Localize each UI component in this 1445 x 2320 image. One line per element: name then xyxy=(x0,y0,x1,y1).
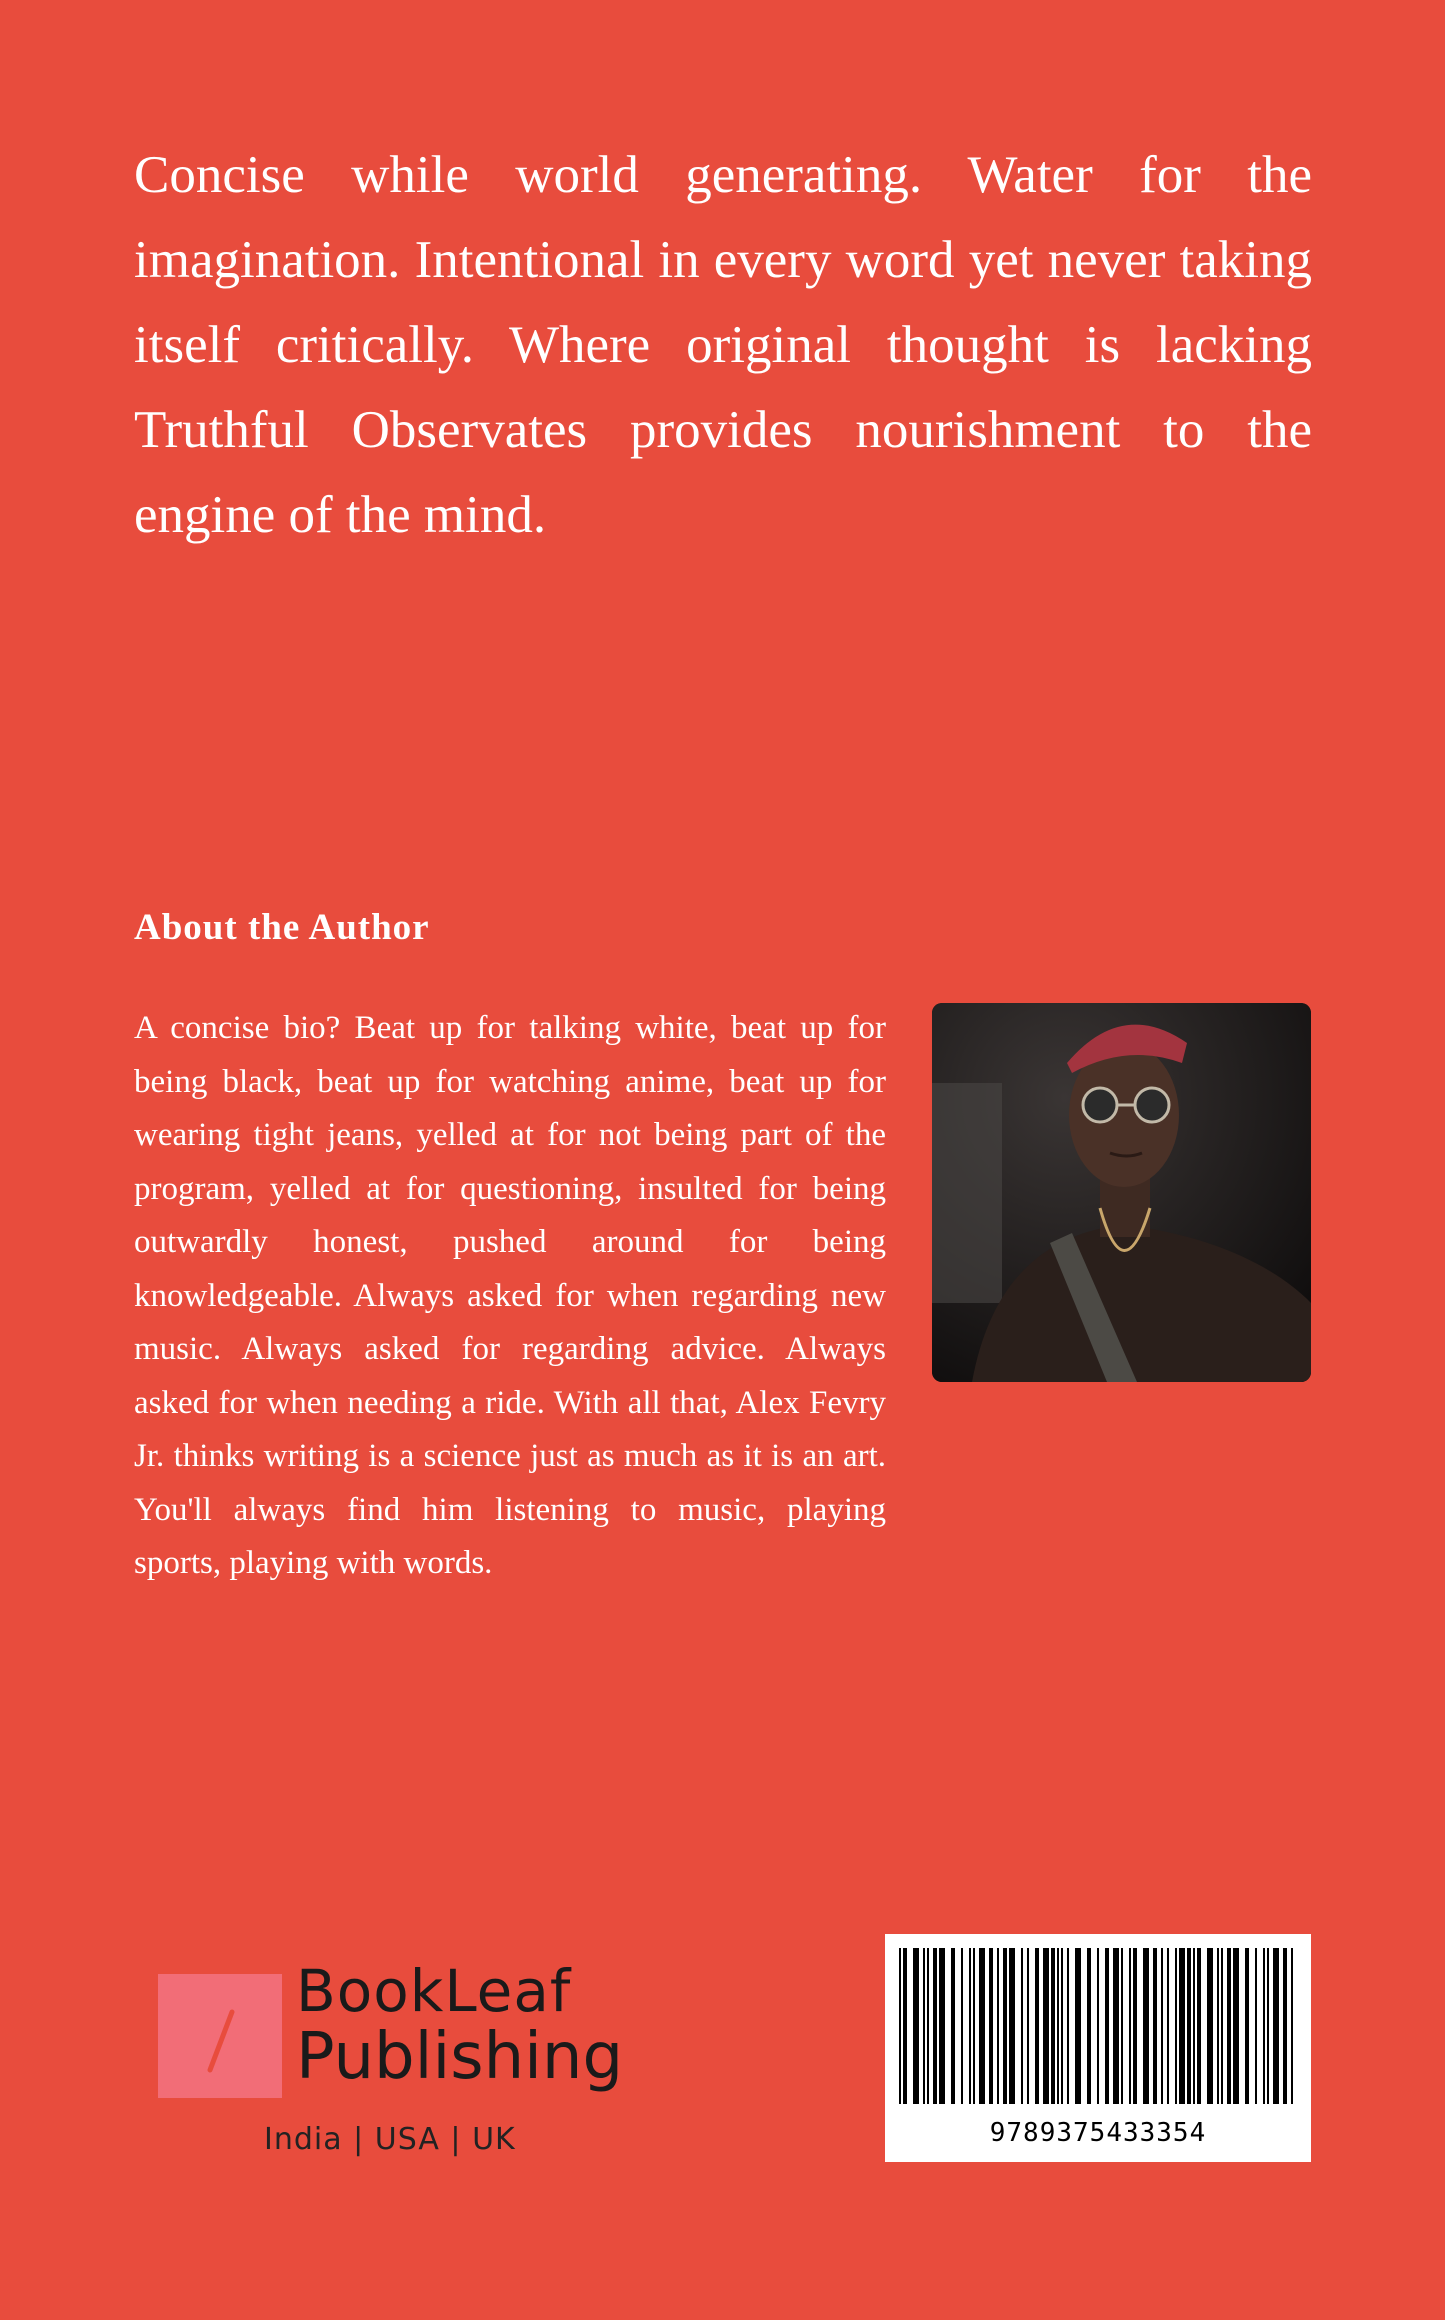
publisher-name-line2: Publishing xyxy=(296,2020,624,2094)
publisher-regions: India | USA | UK xyxy=(264,2122,516,2157)
barcode-bars xyxy=(885,1934,1311,2114)
author-bio: A concise bio? Beat up for talking white, beat up for being black, beat up for watching anime, beat up for wearing tight jeans, yelled at for not being part of the program, yelled at for questioning, insulted for being outwardly honest, pushed around for being knowledgeable. Always asked for when regarding new music. Always asked for regarding advice. Always asked for when needing a ride. With all that, Alex Fevry Jr. thinks writing is a science just as much as it is an art. You'll always find him listening to music, playing sports, playing with words. xyxy=(134,1010,886,1581)
back-cover-blurb: Concise while world generating. Water for the imagination. Intentional in every word yet never taking itself critically. Where original thought is lacking Truthful Observates provides nourishment to the engine of the mind. xyxy=(134,146,1312,544)
isbn-barcode xyxy=(885,1934,1311,2162)
author-portrait-illustration xyxy=(932,1003,1311,1382)
isbn-number: 9789375433354 xyxy=(989,2118,1207,2148)
publisher-name xyxy=(296,1957,624,2094)
author-photo xyxy=(932,1003,1311,1382)
publisher-logo-icon xyxy=(158,1974,282,2098)
publisher-name-line1: BookLeaf xyxy=(296,1957,572,2025)
about-author-heading: About the Author xyxy=(134,907,430,948)
